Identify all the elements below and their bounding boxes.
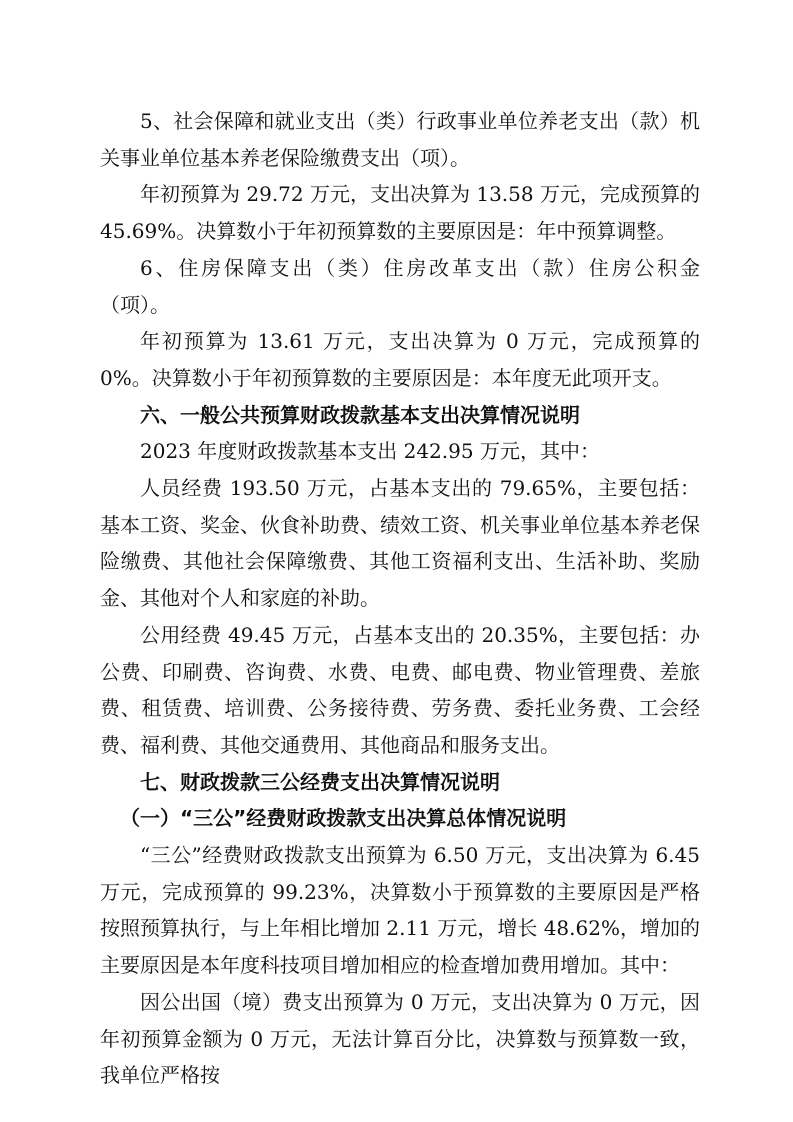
section-heading-basic-expenditure: 六、一般公共预算财政拨款基本支出决算情况说明	[140, 402, 580, 427]
paragraph-item-housing: 6、住房保障支出（类）住房改革支出（款）住房公积金（项）。	[100, 255, 700, 317]
paragraph-social-security-budget: 年初预算为 29.72 万元，支出决算为 13.58 万元，完成预算的 45.69%。决算数小于年初预算数的主要原因是：年中预算调整。	[100, 182, 700, 244]
paragraph-item-social-security: 5、社会保障和就业支出（类）行政事业单位养老支出（款）机关事业单位基本养老保险缴费支出（项）。	[100, 109, 700, 170]
section-heading-three-public: 七、财政拨款三公经费支出决算情况说明	[140, 769, 500, 794]
subsection-heading-three-public-overall: （一）“三公”经费财政拨款支出决算总体情况说明	[120, 806, 567, 831]
paragraph-basic-expenditure-total: 2023 年度财政拨款基本支出 242.95 万元，其中：	[140, 439, 600, 464]
paragraph-public-expenses: 公用经费 49.45 万元，占基本支出的 20.35%，主要包括：办公费、印刷费、咨询费、水费、电费、邮电费、物业管理费、差旅费、租赁费、培训费、公务接待费、劳务费、委托业务费、工会经费、福利费、其他交通费用、其他商品和服务支出。	[100, 622, 700, 757]
paragraph-housing-budget: 年初预算为 13.61 万元，支出决算为 0 万元，完成预算的 0%。决算数小于年初预算数的主要原因是：本年度无此项开支。	[100, 329, 700, 390]
paragraph-personnel-expenses: 人员经费 193.50 万元，占基本支出的 79.65%，主要包括：基本工资、奖金、伙食补助费、绩效工资、机关事业单位基本养老保险缴费、其他社会保障缴费、其他工资福利支出、生活补助、奖励金、其他对个人和家庭的补助。	[100, 476, 700, 611]
paragraph-three-public-overall: “三公”经费财政拨款支出预算为 6.50 万元，支出决算为 6.45 万元，完成预算的 99.23%，决算数小于预算数的主要原因是严格按照预算执行，与上年相比增加 2.11 万元，增长 48.62%，增加的主要原因是本年度科技项目增加相应的检查增加费用增加。其中：	[100, 843, 700, 978]
document-body	[100, 103, 700, 1094]
paragraph-overseas-travel: 因公出国（境）费支出预算为 0 万元，支出决算为 0 万元，因年初预算金额为 0 万元，无法计算百分比，决算数与预算数一致，我单位严格按	[100, 989, 700, 1088]
